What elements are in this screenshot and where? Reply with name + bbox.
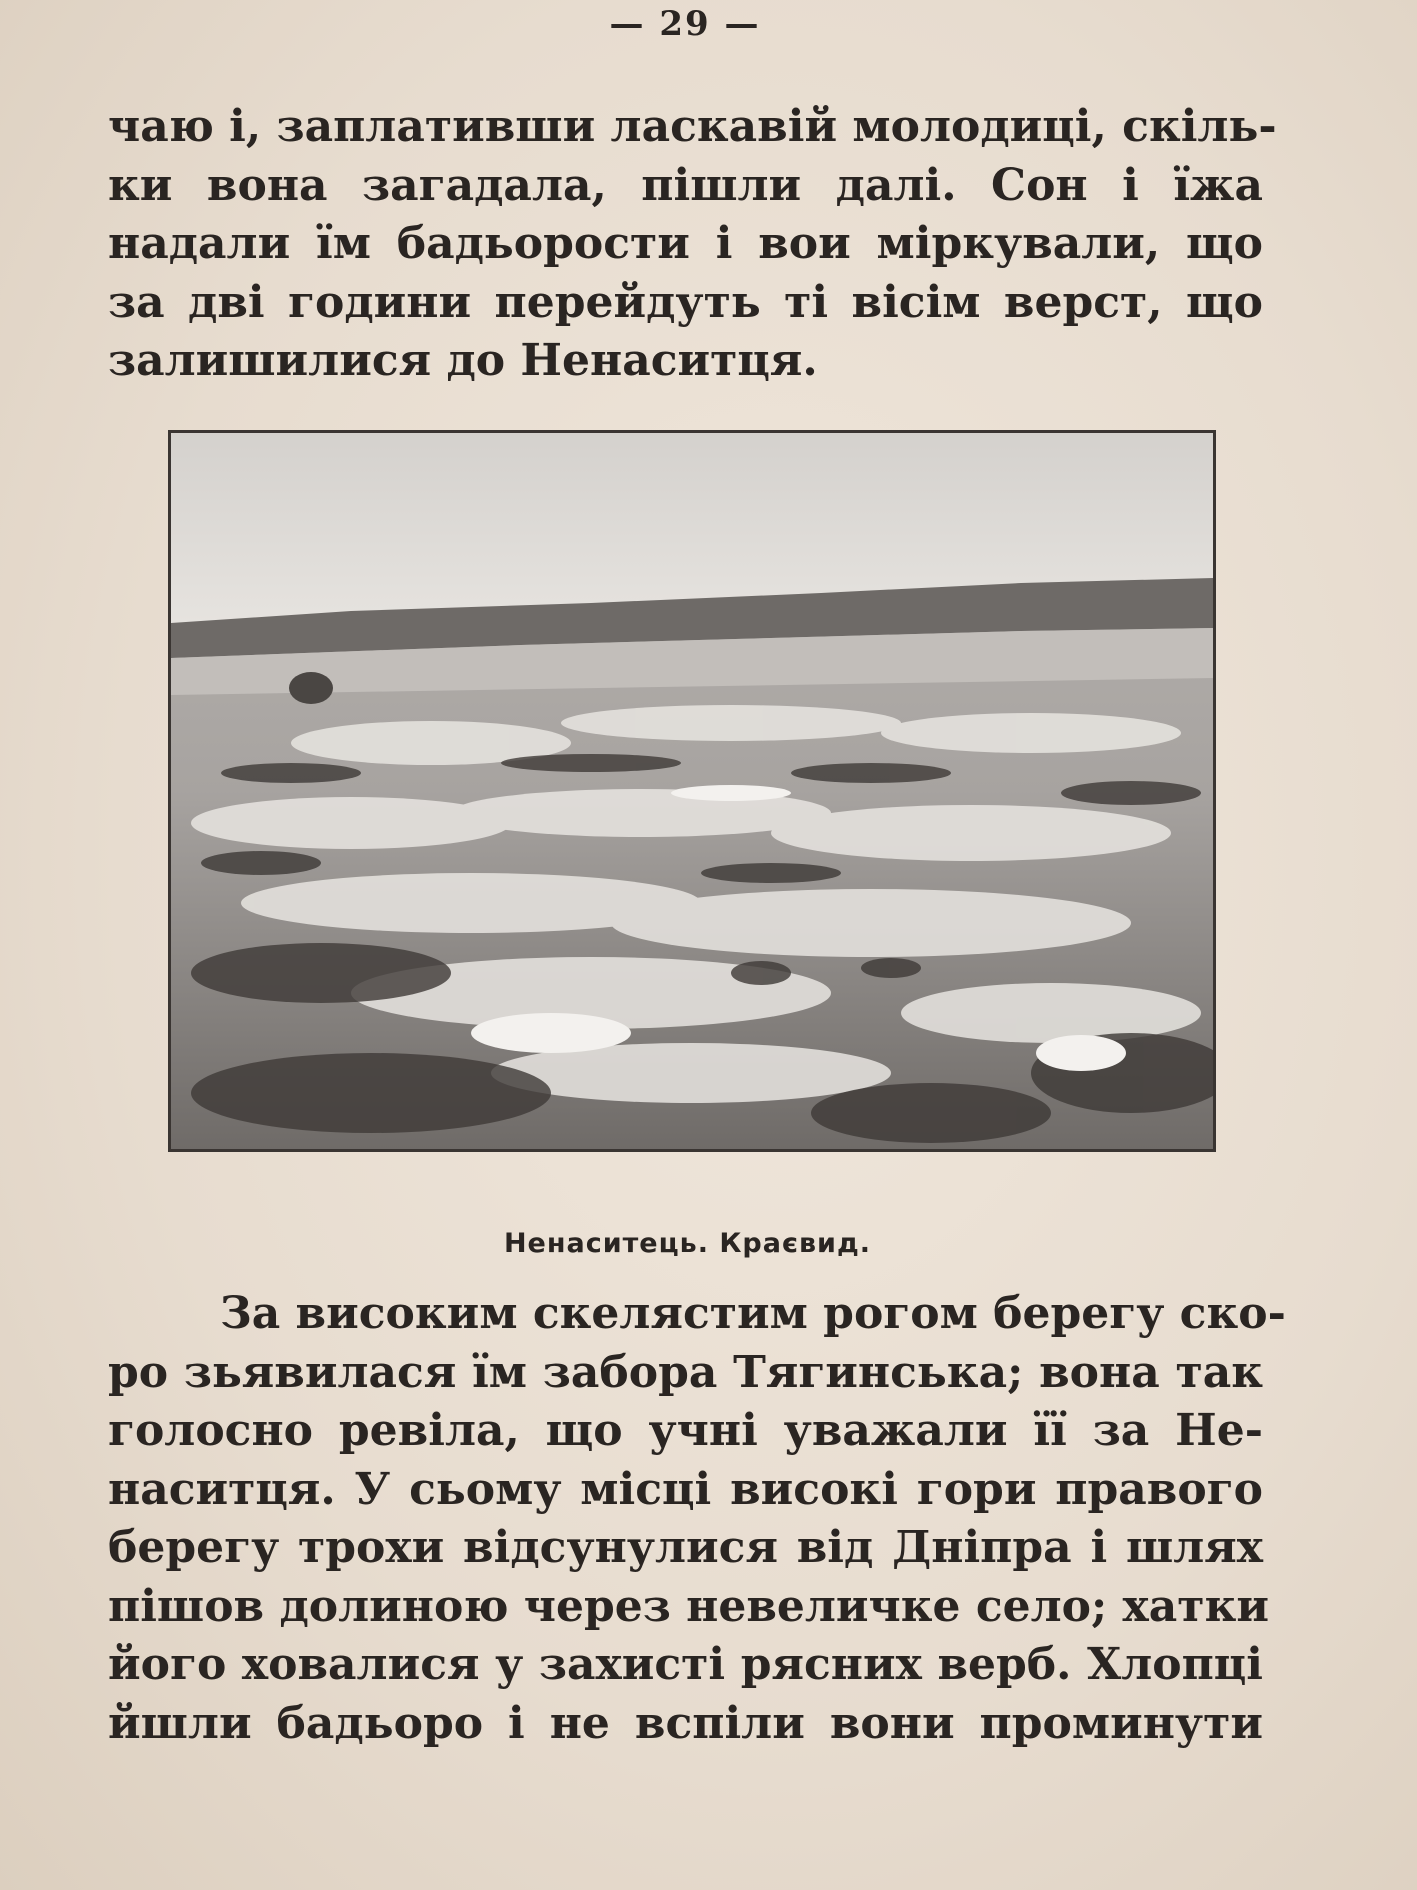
page-number: — 29 — [609, 4, 761, 44]
text-line: надали їм бадьорости і вои міркували, що [108, 218, 1263, 269]
text-line: наситця. У сьому місці високі гори правого [108, 1463, 1263, 1515]
text-line: за дві години перейдуть ті вісім верст, що [108, 276, 1263, 328]
figure-caption: Ненаситець. Краєвид. [503, 1228, 872, 1259]
landscape-photo [168, 430, 1216, 1152]
text-line: пішов долиною через невеличке село; хатки [108, 1580, 1269, 1632]
text-line: його ховалися у захисті рясних верб. Хлопці [108, 1639, 1263, 1690]
text-line: берегу трохи відсунулися від Дніпра і шлях [108, 1522, 1263, 1573]
text-line: ки вона загадала, пішли далі. Сон і їжа [108, 159, 1263, 211]
text-line: чаю і, заплативши ласкавій молодиці, скіль- [108, 101, 1277, 152]
text-line: голосно ревіла, що учні уважали її за Не- [108, 1405, 1263, 1456]
text-line: йшли бадьоро і не вспіли вони проминути [108, 1697, 1263, 1749]
text-line: За високим скелястим рогом берегу ско- [220, 1288, 1286, 1339]
top-paragraph [108, 98, 1277, 391]
text-line: залишилися до Ненаситця. [108, 335, 818, 386]
text-line: ро зьявилася їм забора Тягинська; вона так [108, 1346, 1263, 1398]
bottom-paragraph [108, 1285, 1286, 1753]
